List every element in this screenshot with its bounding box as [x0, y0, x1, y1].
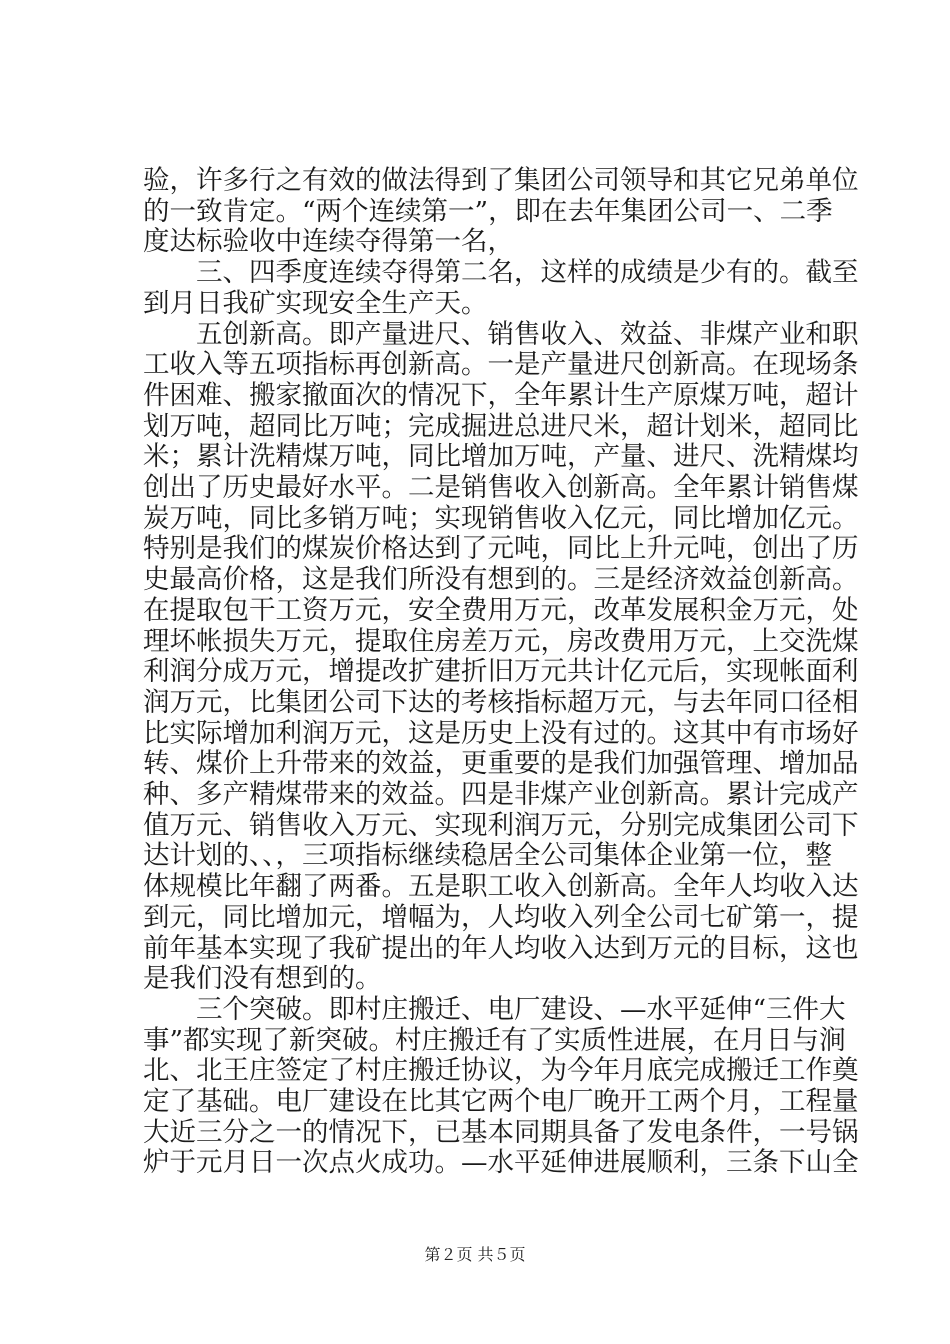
text-line: 炉于元月日一次点火成功。—水平延伸进展顺利，三条下山全: [143, 1147, 859, 1179]
text-line: 润万元，比集团公司下达的考核指标超万元，与去年同口径相: [143, 686, 859, 718]
text-line: 事”都实现了新突破。村庄搬迁有了实质性进展，在月日与涧: [143, 1024, 846, 1056]
text-line: 大近三分之一的情况下，已基本同期具备了发电条件，一号锅: [143, 1116, 859, 1148]
text-line: 五创新高。即产量进尺、销售收入、效益、非煤产业和职: [143, 318, 859, 350]
text-line: 值万元、销售收入万元、实现利润万元，分别完成集团公司下: [143, 809, 859, 841]
text-line: 件困难、搬家撤面次的情况下，全年累计生产原煤万吨，超计: [143, 379, 859, 411]
text-line: 炭万吨，同比多销万吨；实现销售收入亿元，同比增加亿元。: [143, 502, 859, 534]
text-line: 三个突破。即村庄搬迁、电厂建设、—水平延伸“三件大: [143, 993, 846, 1025]
page-number-footer: 第２页 共５页: [424, 1245, 526, 1264]
text-line: 度达标验收中连续夺得第一名，: [143, 226, 514, 258]
text-line: 验，许多行之有效的做法得到了集团公司领导和其它兄弟单位: [143, 165, 859, 196]
text-line: 在提取包干工资万元，安全费用万元，改革发展积金万元，处: [143, 594, 859, 626]
text-line: 到月日我矿实现安全生产天。: [143, 287, 488, 319]
text-line: 的一致肯定。“两个连续第一”，即在去年集团公司一、二季: [143, 195, 833, 227]
text-line: 比实际增加利润万元，这是历史上没有过的。这其中有市场好: [143, 717, 859, 749]
text-line: 利润分成万元，增提改扩建折旧万元共计亿元后，实现帐面利: [143, 656, 859, 688]
text-line: 定了基础。电厂建设在比其它两个电厂晚开工两个月，工程量: [143, 1086, 859, 1117]
text-line: 种、多产精煤带来的效益。四是非煤产业创新高。累计完成产: [143, 779, 859, 810]
text-line: 工收入等五项指标再创新高。一是产量进尺创新高。在现场条: [143, 349, 859, 381]
text-line: 转、煤价上升带来的效益，更重要的是我们加强管理、增加品: [143, 748, 859, 780]
text-line: 史最高价格，这是我们所没有想到的。三是经济效益创新高。: [143, 564, 859, 596]
text-line: 特别是我们的煤炭价格达到了元吨，同比上升元吨，创出了历: [143, 533, 859, 565]
text-line: 创出了历史最好水平。二是销售收入创新高。全年累计销售煤: [143, 472, 859, 503]
text-line: 三、四季度连续夺得第二名，这样的成绩是少有的。截至: [143, 257, 859, 289]
text-line: 前年基本实现了我矿提出的年人均收入达到万元的目标，这也: [143, 932, 859, 964]
text-line: 达计划的、、，三项指标继续稳居全公司集体企业第一位，整: [143, 840, 832, 872]
text-line: 体规模比年翻了两番。五是职工收入创新高。全年人均收入达: [143, 871, 859, 903]
text-line: 划万吨，超同比万吨；完成掘进总进尺米，超计划米，超同比: [143, 410, 859, 442]
text-line: 北、北王庄签定了村庄搬迁协议，为今年月底完成搬迁工作奠: [143, 1055, 859, 1087]
text-line: 米；累计洗精煤万吨，同比增加万吨，产量、进尺、洗精煤均: [143, 441, 859, 473]
text-line: 是我们没有想到的。: [143, 963, 382, 995]
text-line: 理坏帐损失万元，提取住房差万元，房改费用万元，上交洗煤: [143, 625, 859, 657]
text-line: 到元，同比增加元，增幅为，人均收入列全公司七矿第一，提: [143, 901, 859, 933]
